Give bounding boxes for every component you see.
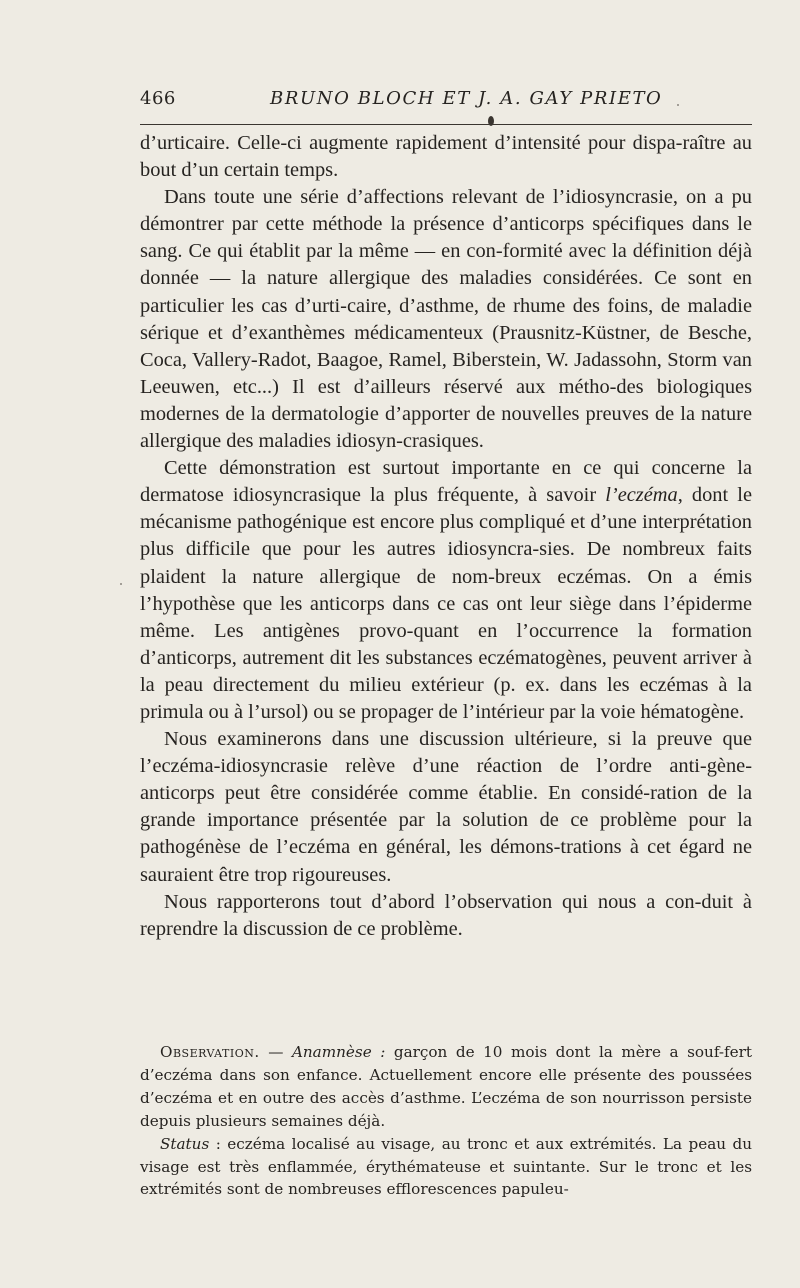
anamnese-text: garçon de 10 mois dont la mère a souf-fert d’eczéma dans son enfance. Actuellement encore elle présente des poussées d’eczéma et en outre des accès d’asthme. L’eczéma de son nourrisson persiste depuis plusieurs semaines déjà. [140,1043,753,1130]
anamnese-label: Anamnèse : [291,1043,386,1061]
observation-block [140,1041,752,1201]
status-text: : eczéma localisé au visage, au tronc et aux extrémités. La peau du visage est très enflammée, érythémateuse et suintante. Sur le tronc et les extrémités sont de nombreuses efflorescences papuleu- [140,1134,752,1199]
paper-speck [677,104,679,106]
paragraph-2: Dans toute une série d’affections relevant de l’idiosyncrasie, on a pu démontrer par cette méthode la présence d’anticorps spécifiques dans le sang. Ce qui établit par la même — en con-formité avec la définition déjà donnée — la nature allergique des maladies considérées. Ce sont en particulier les cas d’urti-caire, d’asthme, de rhume des foins, de maladie sérique et d’exanthèmes médicamenteux (Prausnitz-Küstner, de Besche, Coca, Vallery-Radot, Baagoe, Ramel, Biberstein, W. Jadassohn, Storm van Leeuwen, etc...) Il est d’ailleurs réservé aux métho-des biologiques modernes de la dermatologie d’apporter de nouvelles preuves de la nature allergique des maladies idiosyn-crasiques. [140,186,752,453]
paragraph-3-emphasis: l’eczéma [605,484,678,507]
rule-ornament [488,116,494,126]
paragraph-3 [140,455,752,726]
observation-label: Observation. [160,1043,260,1061]
paragraph-5: Nous rapporterons tout d’abord l’observation qui nous a con-duit à reprendre la discussion de ce problème. [140,890,752,940]
paper-speck [120,583,122,585]
paragraph-4: Nous examinerons dans une discussion ultérieure, si la preuve que l’eczéma-idiosyncrasie relève d’une réaction de l’ordre anti-gène-anticorps peut être considérée comme établie. En considé-ration de la grande importance présentée par la solution de ce problème pour la pathogénèse de l’eczéma en général, les démons-trations à cet égard ne sauraient être trop rigoureuses. [140,728,752,886]
header-rule [140,124,752,125]
main-text [140,130,752,943]
running-head: BRUNO BLOCH ET J. A. GAY PRIETO [270,88,663,109]
paragraph-3-start: Cette démonstration est surtout importante en ce qui concerne la dermatose idiosyncrasique la plus fréquente, à savoir [140,457,752,507]
page-number: 466 [140,88,176,109]
page-header [140,88,752,112]
observation-anamnese [140,1041,752,1133]
status-label: Status [160,1134,210,1153]
observation-status [140,1133,752,1202]
paragraph-3-end: , dont le mécanisme pathogénique est encore plus compliqué et d’une interprétation plus difficile que pour les autres idiosyncra-sies. De nombreux faits plaident la nature allergique de nom-breux eczémas. On a émis l’hypothèse que les anticorps dans ce cas ont leur siège dans l’épiderme même. Les antigènes provo-quant en l’occurrence la formation d’anticorps, autrement dit les substances eczématogènes, peuvent arriver à la peau directement du milieu extérieur (p. ex. dans les eczémas à la primula ou à l’ursol) ou se propager de l’intérieur par la voie hématogène. [140,484,752,723]
observation-dash: — [259,1043,292,1061]
paragraph-1: d’urticaire. Celle-ci augmente rapidement d’intensité pour dispa-raître au bout d’un certain temps. [140,132,752,182]
